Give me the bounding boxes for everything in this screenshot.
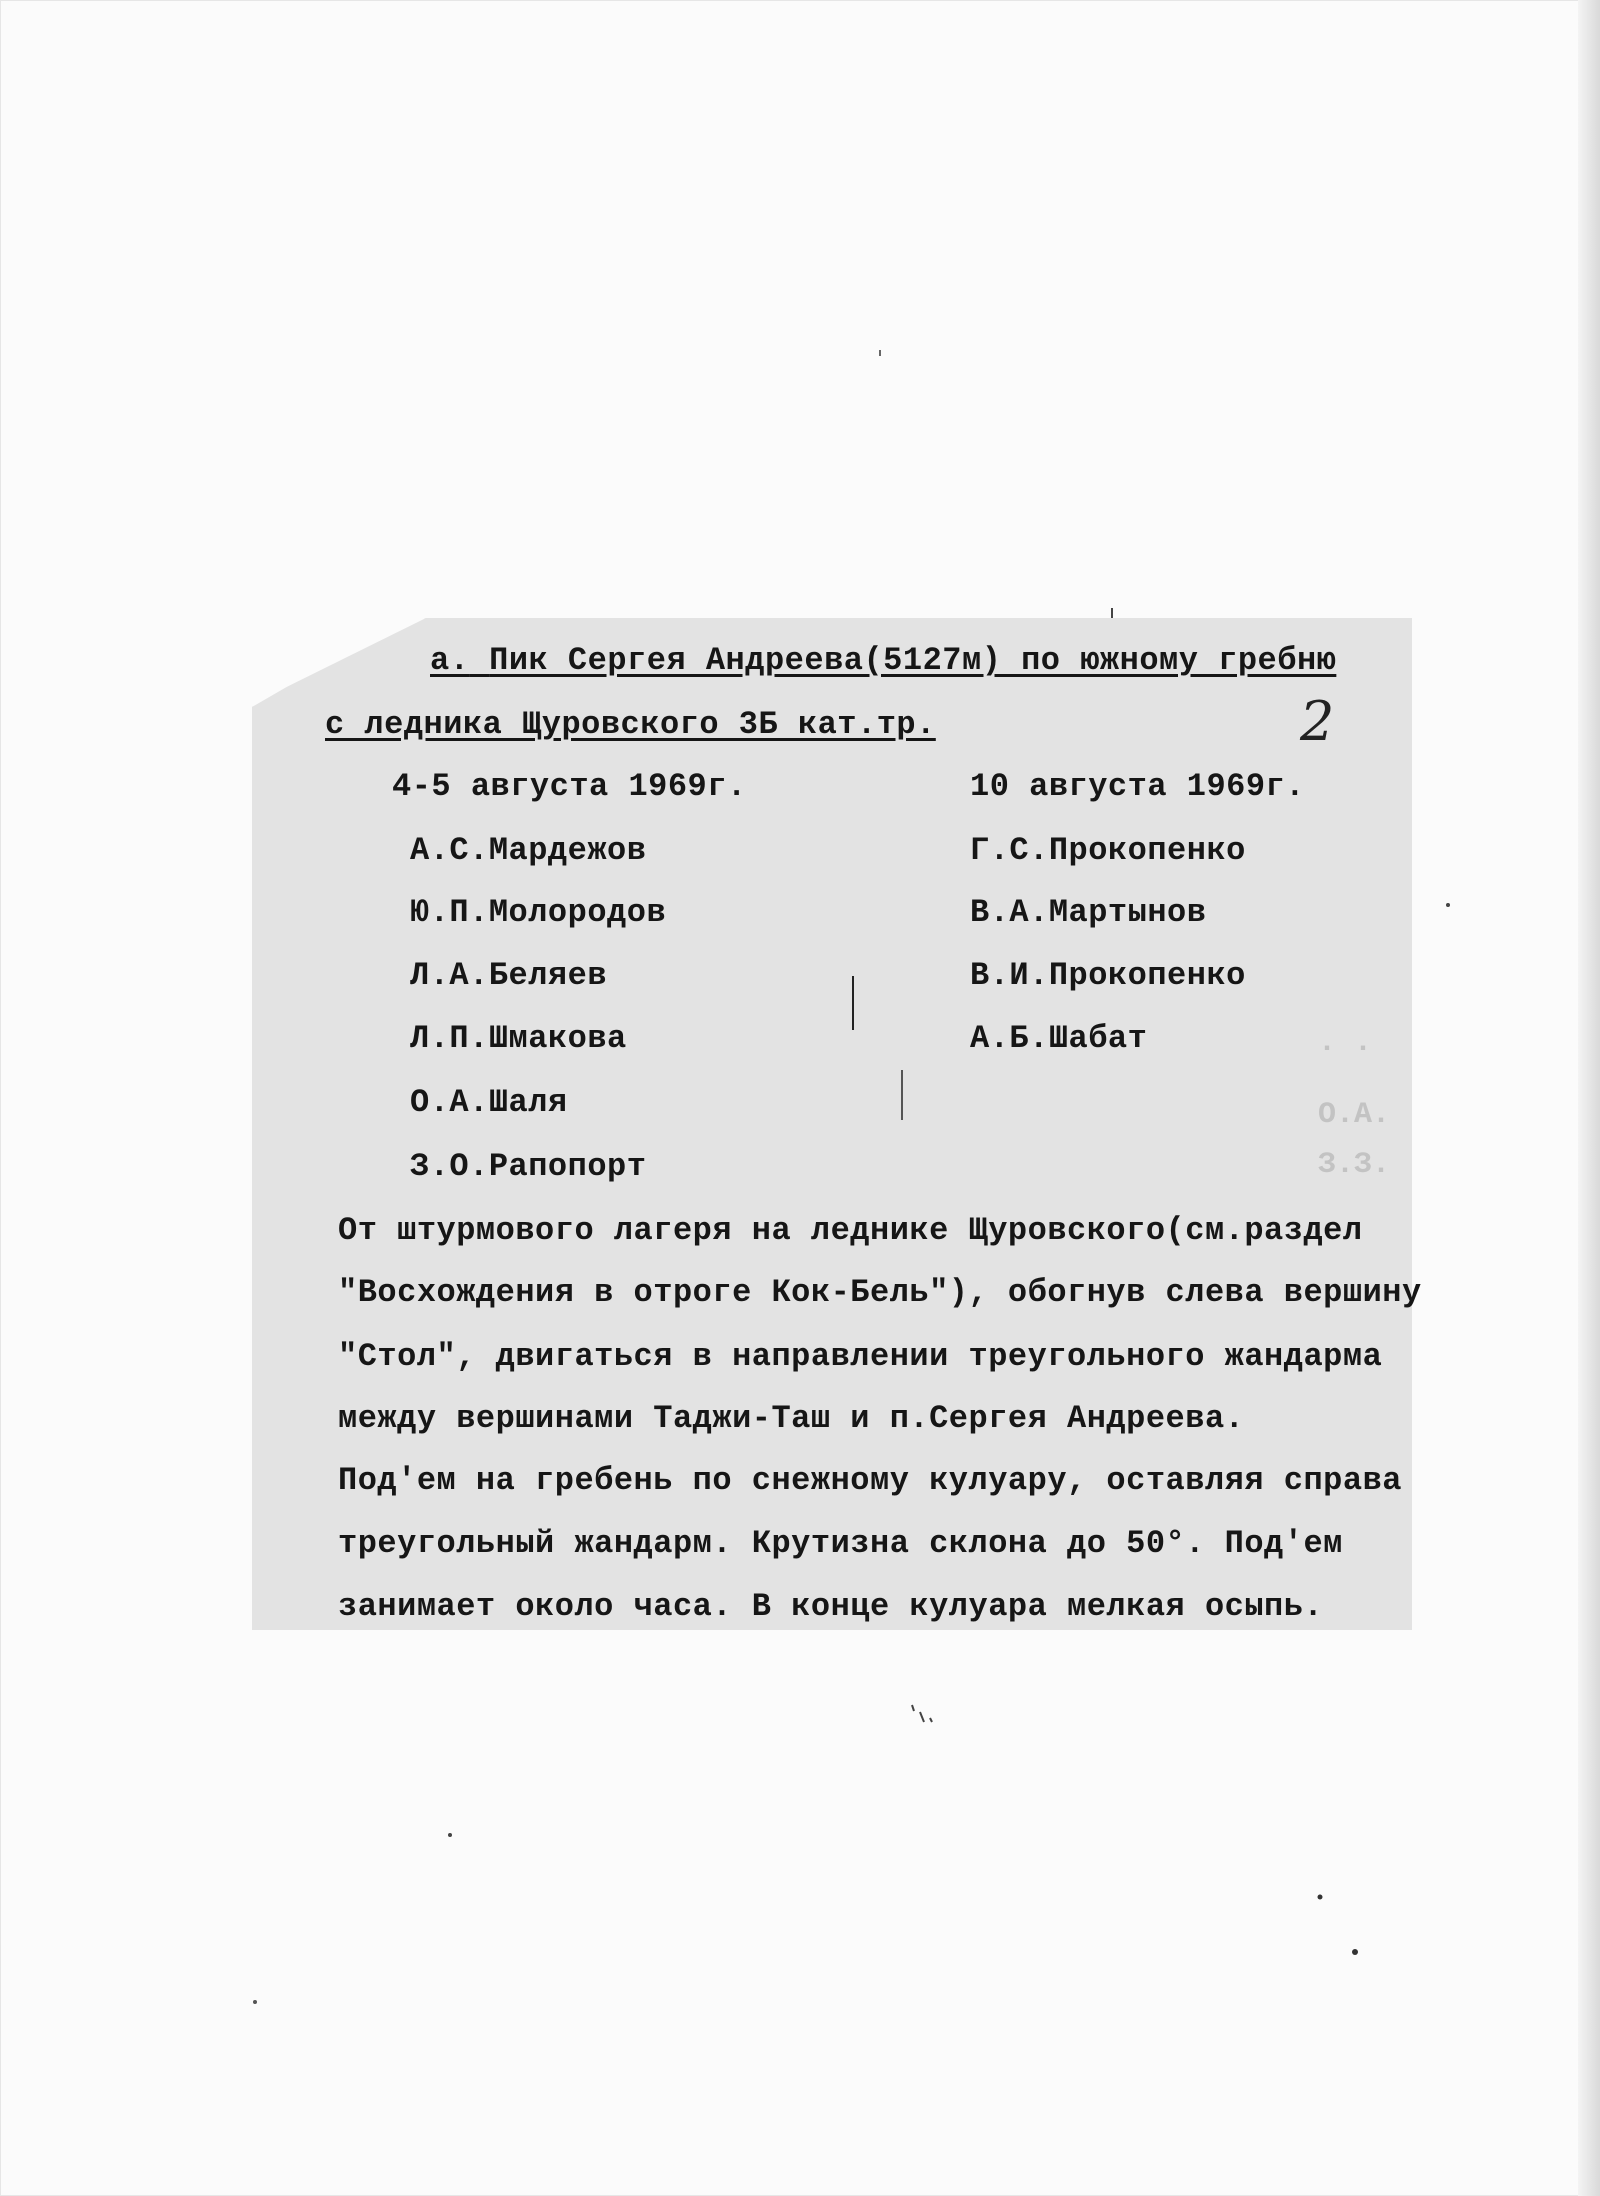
- paragraph-line: треугольный жандарм. Крутизна склона до 50°. Под'ем: [338, 1525, 1343, 1562]
- right-member: В.И.Прокопенко: [970, 957, 1246, 994]
- left-member: А.С.Мардежов: [410, 832, 647, 869]
- paragraph-line: Под'ем на гребень по снежному кулуару, оставляя справа: [338, 1462, 1402, 1499]
- page-number: 2: [1300, 690, 1335, 753]
- paragraph-line: "Стол", двигаться в направлении треугольного жандарма: [338, 1338, 1383, 1375]
- right-member: Г.С.Прокопенко: [970, 832, 1246, 869]
- left-member: Л.А.Беляев: [410, 957, 608, 994]
- right-member: А.Б.Шабат: [970, 1020, 1148, 1057]
- right-group-date: 10 августа 1969г.: [970, 768, 1305, 805]
- bleed-through-text: · ·: [1318, 1032, 1373, 1066]
- left-member: О.А.Шаля: [410, 1084, 568, 1121]
- paragraph-line: занимает около часа. В конце кулуара мелкая осыпь.: [338, 1588, 1324, 1625]
- bleed-through-text: З.З.: [1318, 1148, 1391, 1182]
- right-member: В.А.Мартынов: [970, 894, 1207, 931]
- heading-title: Пик Сергея Андреева(5127м) по южному гребню: [489, 642, 1337, 679]
- heading-prefix: а.: [430, 642, 470, 679]
- paragraph-line: между вершинами Таджи-Таш и п.Сергея Андреева.: [338, 1400, 1245, 1437]
- left-member: Л.П.Шмакова: [410, 1020, 627, 1057]
- left-group-date: 4-5 августа 1969г.: [392, 768, 747, 805]
- paragraph-line: От штурмового лагеря на леднике Щуровского(см.раздел: [338, 1212, 1363, 1249]
- bleed-through-text: О.А.: [1318, 1098, 1391, 1132]
- left-member: З.О.Рапопорт: [410, 1148, 647, 1185]
- heading-line-2: с ледника Щуровского 3Б кат.тр.: [325, 706, 936, 743]
- left-member: Ю.П.Молородов: [410, 894, 667, 931]
- paragraph-line: "Восхождения в отроге Кок-Бель"), обогнув слева вершину: [338, 1274, 1422, 1311]
